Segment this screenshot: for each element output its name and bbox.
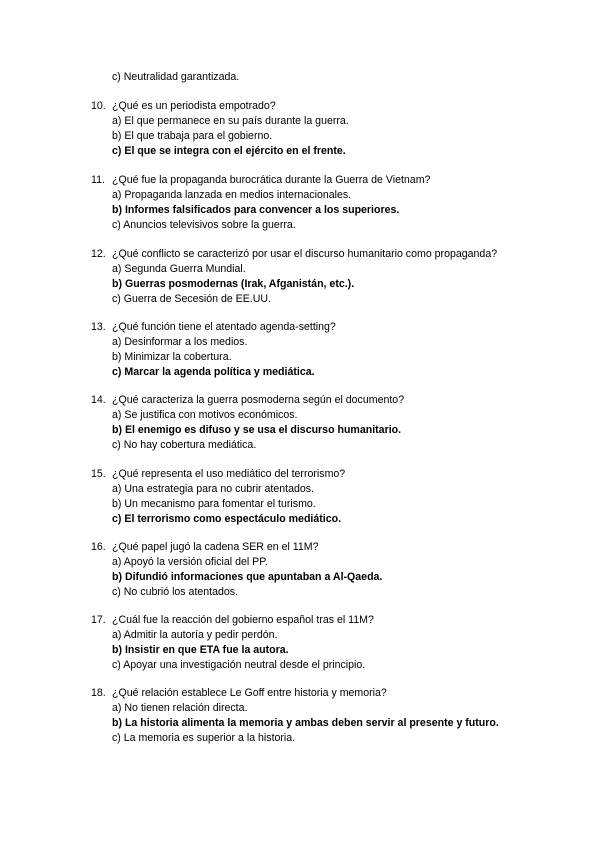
option-b-correct [91,277,497,292]
question-number: 13. [91,321,106,333]
question-13 [91,320,336,380]
option-c [91,292,497,307]
option-b-correct [91,716,499,731]
option-letter: b) [112,498,122,510]
option-text: El que se integra con el ejército en el frente. [124,145,346,157]
option-text: Un mecanismo para fomentar el turismo. [124,498,316,510]
option-b-correct [91,203,430,218]
question-number: 15. [91,468,106,480]
option-text: Apoyó la versión oficial del PP. [123,556,268,568]
option-text: El que permanece en su país durante la guerra. [124,115,349,127]
option-letter: c) [112,145,122,157]
option-text: Anuncios televisivos sobre la guerra. [123,219,296,231]
option-a [91,114,349,129]
question-number: 17. [91,614,106,626]
option-letter: a) [112,189,122,201]
option-a [91,482,345,497]
option-b-correct [91,643,374,658]
option-letter: b) [112,351,122,363]
option-letter: a) [112,336,122,348]
option-a [91,335,336,350]
option-a [91,408,404,423]
option-b [91,497,345,512]
question-text: ¿Qué es un periodista empotrado? [112,100,276,112]
option-text: Se justifica con motivos económicos. [124,409,298,421]
option-c [91,585,382,600]
option-letter: a) [112,556,122,568]
option-a [91,262,497,277]
option-text: Informes falsificados para convencer a los superiores. [124,204,400,216]
option-letter: c) [112,366,122,378]
option-letter: a) [112,115,122,127]
option-text: Segunda Guerra Mundial. [124,263,246,275]
option-letter: a) [112,483,122,495]
question-number: 18. [91,687,106,699]
option-letter: b) [112,204,122,216]
question-15 [91,467,345,527]
question-14 [91,393,404,453]
option-text: El terrorismo como espectáculo mediático. [124,513,342,525]
option-text: La historia alimenta la memoria y ambas deben servir al presente y futuro. [124,717,499,729]
option-text: Guerra de Secesión de EE.UU. [123,293,271,305]
option-text: Minimizar la cobertura. [124,351,232,363]
option-c-correct [91,512,345,527]
option-c-correct [91,144,349,159]
option-letter: c) [112,293,121,305]
question-16 [91,540,382,600]
question-text: ¿Qué representa el uso mediático del terrorismo? [112,468,346,480]
question-12 [91,247,497,307]
option-a [91,188,430,203]
option-c [91,218,430,233]
option-text: Marcar la agenda política y mediática. [124,366,315,378]
option-b [91,350,336,365]
option-text: Guerras posmodernas (Irak, Afganistán, etc.). [124,278,355,290]
question-text: ¿Qué conflicto se caracterizó por usar el discurso humanitario como propaganda? [112,248,498,260]
question-number: 16. [91,541,106,553]
option-letter: c) [112,439,121,451]
option-text: Apoyar una investigación neutral desde el principio. [123,659,366,671]
option-text: Difundió informaciones que apuntaban a Al-Qaeda. [124,571,383,583]
question-text: ¿Qué relación establece Le Goff entre historia y memoria? [112,687,387,699]
question-10 [91,99,349,159]
option-letter: a) [112,629,122,641]
option-text: Una estrategia para no cubrir atentados. [124,483,315,495]
option-text: Neutralidad garantizada. [123,71,240,83]
option-text: Desinformar a los medios. [124,336,248,348]
option-letter: c) [112,732,121,744]
option-letter: b) [112,278,122,290]
option-text: El que trabaja para el gobierno. [124,130,273,142]
question-text: ¿Qué papel jugó la cadena SER en el 11M? [112,541,319,553]
question-text: ¿Cuál fue la reacción del gobierno español tras el 11M? [112,614,374,626]
option-letter: b) [112,424,122,436]
question-text: ¿Qué caracteriza la guerra posmoderna según el documento? [112,394,405,406]
option-text: No tienen relación directa. [124,702,248,714]
option-letter: a) [112,409,122,421]
option-c [91,731,499,746]
option-text: La memoria es superior a la historia. [123,732,296,744]
option-text: Insistir en que ETA fue la autora. [124,644,289,656]
question-11 [91,173,430,233]
question-number: 12. [91,248,106,260]
question-17 [91,613,374,673]
question-18 [91,686,499,746]
option-text: Admitir la autoría y pedir perdón. [123,629,278,641]
option-letter: a) [112,702,122,714]
option-letter: c) [112,513,122,525]
option-text: No cubrió los atentados. [123,586,239,598]
question-text: ¿Qué fue la propaganda burocrática durante la Guerra de Vietnam? [112,174,431,186]
option-letter: b) [112,717,122,729]
question-number: 11. [91,174,105,186]
option-c [91,438,404,453]
option-letter: c) [112,219,121,231]
question-number: 10. [91,100,106,112]
option-letter: a) [112,263,122,275]
orphan-option [112,70,239,85]
option-letter: b) [112,130,122,142]
option-letter: b) [112,571,122,583]
option-letter: c) [112,586,121,598]
option-c [91,658,374,673]
option-text: El enemigo es difuso y se usa el discurso humanitario. [124,424,402,436]
option-letter: c) [112,659,121,671]
option-b-correct [91,423,404,438]
option-text: Propaganda lanzada en medios internacionales. [124,189,352,201]
option-a [91,555,382,570]
option-a [91,628,374,643]
option-text: No hay cobertura mediática. [123,439,257,451]
option-b-correct [91,570,382,585]
question-text: ¿Qué función tiene el atentado agenda-setting? [112,321,336,333]
option-letter: c) [112,71,121,83]
option-c-correct [91,365,336,380]
option-letter: b) [112,644,122,656]
question-number: 14. [91,394,106,406]
option-a [91,701,499,716]
option-b [91,129,349,144]
